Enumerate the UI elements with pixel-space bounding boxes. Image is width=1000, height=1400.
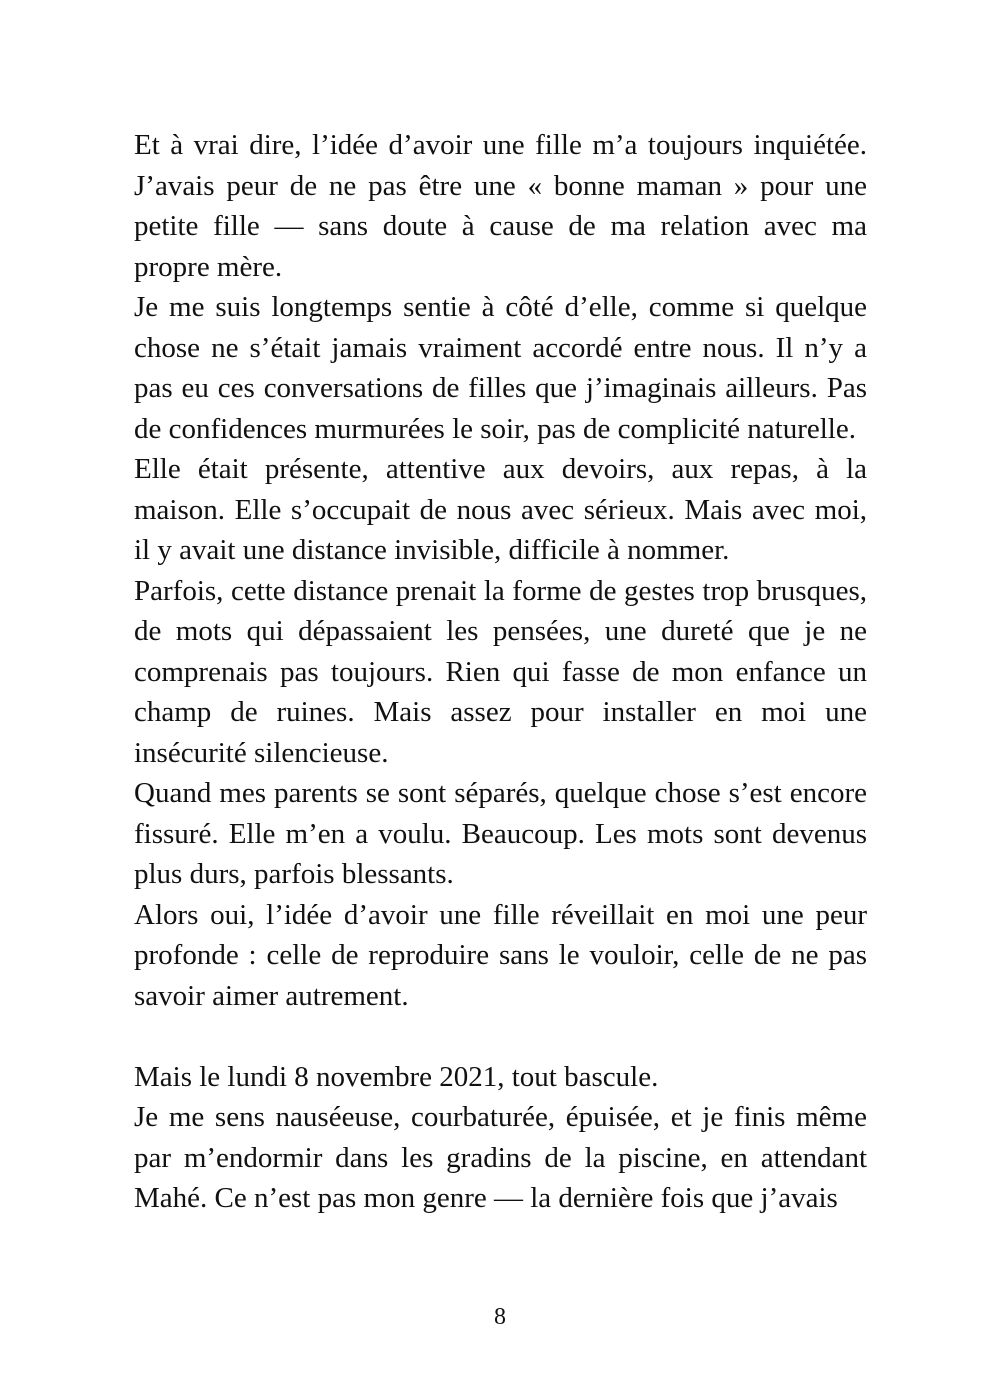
paragraph-2: Je me suis longtemps sentie à côté d’elle, comme si quelque chose ne s’était jamais vraiment accordé entre nous. Il n’y a pas eu ces conversations de filles que j’imaginais ailleurs. Pas de confidences murmurées le soir, pas de complicité naturelle. xyxy=(134,291,867,445)
paragraph-6: Alors oui, l’idée d’avoir une fille réveillait en moi une peur profonde : celle de reproduire sans le vouloir, celle de ne pas savoir aimer autrement. xyxy=(134,898,867,1012)
page-number: 8 xyxy=(494,1304,506,1330)
paragraph-1: Et à vrai dire, l’idée d’avoir une fille m’a toujours inquiétée. J’avais peur de ne pas être une « bonne maman » pour une petite fille — sans doute à cause de ma relation avec ma propre mère. xyxy=(134,129,867,283)
paragraph-4: Parfois, cette distance prenait la forme de gestes trop brusques, de mots qui dépassaient les pensées, une dureté que je ne comprenais pas toujours. Rien qui fasse de mon enfance un champ de ruines. Mais assez pour installer en moi une insécurité silencieuse. xyxy=(134,574,867,769)
paragraph-3: Elle était présente, attentive aux devoirs, aux repas, à la maison. Elle s’occupait de nous avec sérieux. Mais avec moi, il y avait une distance invisible, difficile à nommer. xyxy=(134,453,867,566)
blank-line xyxy=(134,1016,867,1057)
body-text xyxy=(134,125,867,1219)
paragraph-5: Quand mes parents se sont séparés, quelque chose s’est encore fissuré. Elle m’en a voulu. Beaucoup. Les mots sont devenus plus durs, parfois blessants. xyxy=(134,777,867,890)
paragraph-8: Je me sens nauséeuse, courbaturée, épuisée, et je finis même par m’endormir dans les gradins de la piscine, en attendant Mahé. Ce n’est pas mon genre — la dernière fois que j’avais xyxy=(134,1101,867,1214)
paragraph-7: Mais le lundi 8 novembre 2021, tout bascule. xyxy=(134,1060,659,1093)
